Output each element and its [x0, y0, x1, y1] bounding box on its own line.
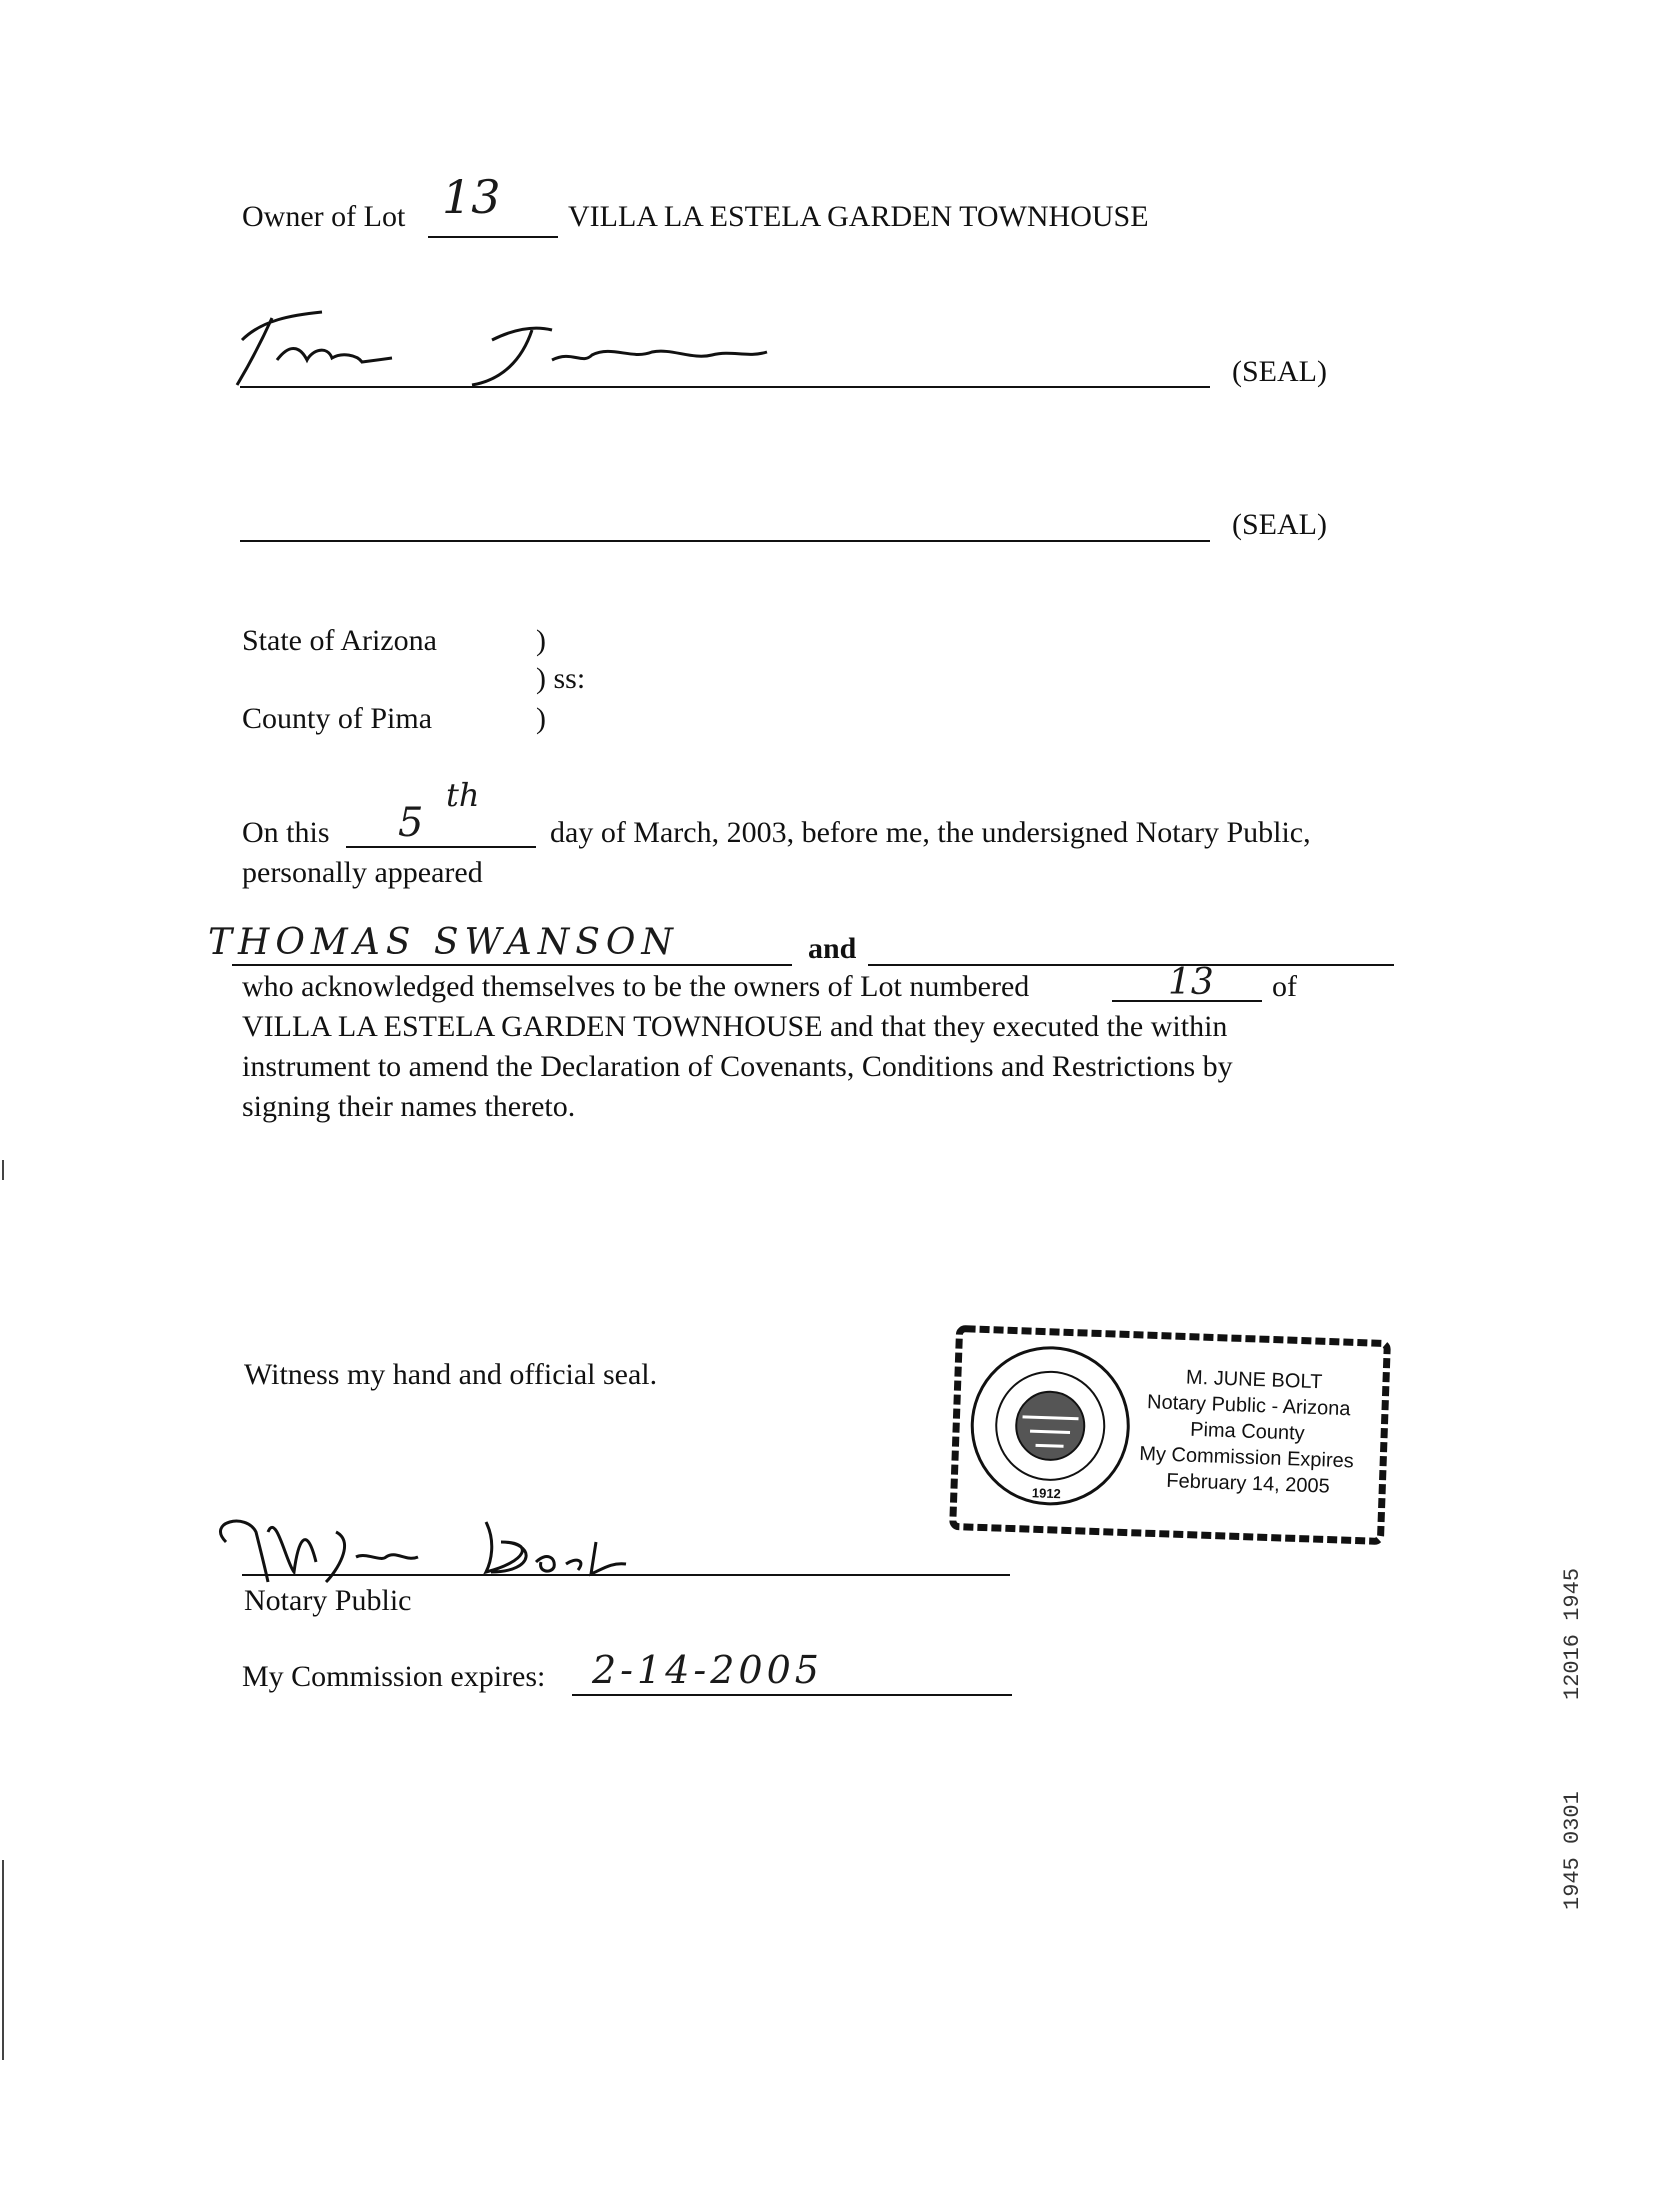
witness-statement: Witness my hand and official seal. — [244, 1358, 658, 1391]
seal-label-2: (SEAL) — [1232, 508, 1327, 541]
name-line-2 — [868, 964, 1394, 966]
ack-line-4: signing their names thereto. — [242, 1090, 576, 1123]
commission-expires-label: My Commission expires: — [242, 1660, 546, 1693]
left-margin-mark-1 — [2, 1160, 4, 1180]
day-suffix-handwritten: th — [446, 776, 480, 814]
stamp-border — [946, 1322, 1393, 1547]
lot-numbered-handwritten: 13 — [1168, 962, 1214, 1003]
personally-appeared: personally appeared — [242, 856, 483, 889]
stamp-notary-name: M. JUNE BOLT — [1185, 1366, 1323, 1394]
left-margin-mark-2 — [2, 1860, 4, 2060]
signature-line-1 — [240, 386, 1210, 388]
owner-signature — [232, 300, 792, 390]
stamp-expiry-date: February 14, 2005 — [1166, 1469, 1331, 1498]
notary-signature-line — [242, 1574, 1010, 1576]
day-handwritten: 5 — [398, 800, 424, 846]
day-month-text: day of March, 2003, before me, the undersigned Notary Public, — [550, 816, 1311, 849]
and-label: and — [808, 932, 857, 965]
commission-expires-line — [572, 1694, 1012, 1696]
stamp-county: Pima County — [1189, 1418, 1306, 1445]
owner-of-lot-label: Owner of Lot — [242, 200, 406, 233]
name-line-1 — [232, 964, 792, 966]
signature-line-2 — [240, 540, 1210, 542]
stamp-notary-role: Notary Public - Arizona — [1146, 1391, 1351, 1421]
notary-stamp — [946, 1322, 1393, 1547]
seal-year: 1912 — [1031, 1485, 1062, 1502]
subdivision-name: VILLA LA ESTELA GARDEN TOWNHOUSE — [568, 200, 1149, 233]
commission-expires-handwritten: 2-14-2005 — [592, 1648, 823, 1692]
venue-county: County of Pima — [242, 702, 433, 735]
on-this-label: On this — [242, 816, 330, 849]
lot-number-handwritten: 13 — [442, 170, 501, 224]
filing-stamp-1: 12016 1945 — [1560, 1567, 1585, 1700]
venue-state: State of Arizona — [242, 624, 437, 657]
ack-line-1: who acknowledged themselves to be the owners of Lot numbered — [242, 970, 1030, 1003]
filing-stamp-2: 1945 0301 — [1560, 1791, 1585, 1910]
ack-line-3: instrument to amend the Declaration of Covenants, Conditions and Restrictions by — [242, 1050, 1233, 1083]
lot-number-line — [428, 236, 558, 238]
stamp-commission: My Commission Expires — [1138, 1442, 1355, 1473]
ack-line-1-of: of — [1272, 970, 1297, 1003]
notary-signature — [206, 1502, 636, 1592]
ack-line-2: VILLA LA ESTELA GARDEN TOWNHOUSE and that they executed the within — [242, 1010, 1228, 1043]
venue-paren-1: ) — [536, 624, 546, 657]
appeared-name-handwritten: THOMAS SWANSON — [208, 922, 679, 963]
seal-label-1: (SEAL) — [1232, 355, 1327, 388]
venue-ss: ) ss: — [536, 662, 586, 695]
venue-paren-3: ) — [536, 702, 546, 735]
notary-public-label: Notary Public — [244, 1584, 412, 1617]
day-line — [346, 846, 536, 848]
